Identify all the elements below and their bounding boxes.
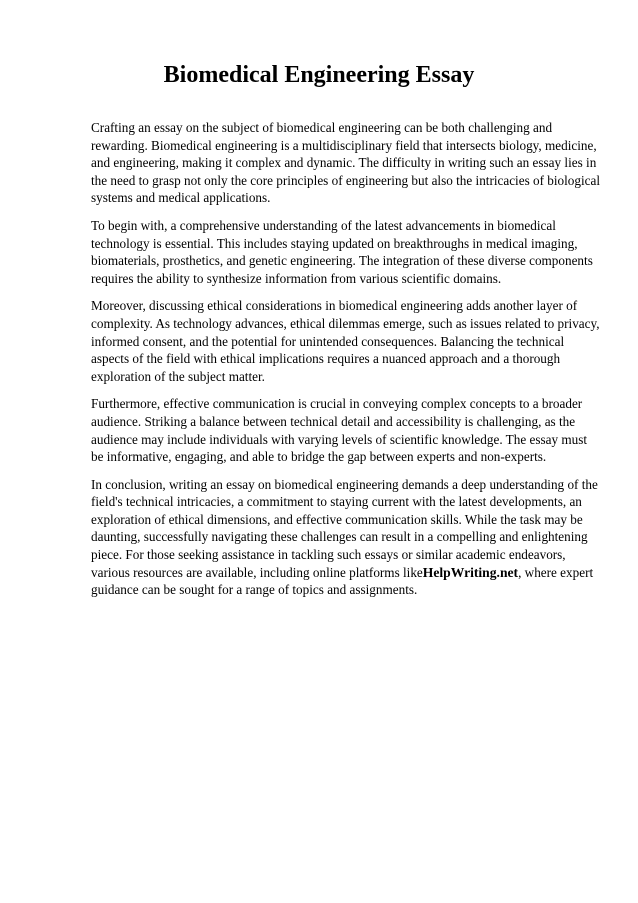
document-body (91, 119, 601, 609)
conclusion-text-end: , where expert guidance can be sought for a range of topics and assignments. (91, 564, 594, 598)
document-title: Biomedical Engineering Essay (163, 62, 475, 88)
paragraph-advancements: To begin with, a comprehensive understanding of the latest advancements in biomedical technology is essential. This includes staying updated on breakthroughs in medical imaging, biomaterials, prosthetics, and genetic engineering. The integration of these diverse components requires the ability to synthesize information from various scientific domains. (91, 217, 593, 286)
paragraph-ethics: Moreover, discussing ethical considerations in biomedical engineering adds another layer of complexity. As technology advances, ethical dilemmas emerge, such as issues related to privacy, informed consent, and the potential for unintended consequences. Balancing the technical aspects of the field with ethical implications requires a nuanced approach and a thorough exploration of the subject matter. (91, 298, 600, 384)
helpwriting-link[interactable]: HelpWriting.net (422, 564, 519, 580)
paragraph-communication: Furthermore, effective communication is crucial in conveying complex concepts to a broader audience. Striking a balance between technical detail and accessibility is challenging, as the audience may include individuals with varying levels of scientific knowledge. The essay must be informative, engaging, and able to bridge the gap between experts and non-experts. (91, 396, 587, 465)
conclusion-text: In conclusion, writing an essay on biomedical engineering demands a deep understanding of the field's technical intricacies, a commitment to staying current with the latest developments, an exploration of ethical dimensions, and effective communication skills. While the task may be daunting, successfully navigating these challenges can result in a compelling and enlightening piece. For those seeking assistance in tackling such essays or similar academic endeavors, various resources are available, including online platforms like (91, 476, 598, 580)
paragraph-conclusion (91, 476, 601, 599)
paragraph-intro: Crafting an essay on the subject of biomedical engineering can be both challenging and rewarding. Biomedical engineering is a multidisciplinary field that intersects biology, medicine, and engineering, making it complex and dynamic. The difficulty in writing such an essay lies in the need to grasp not only the core principles of engineering but also the intricacies of biological systems and medical applications. (91, 120, 601, 206)
